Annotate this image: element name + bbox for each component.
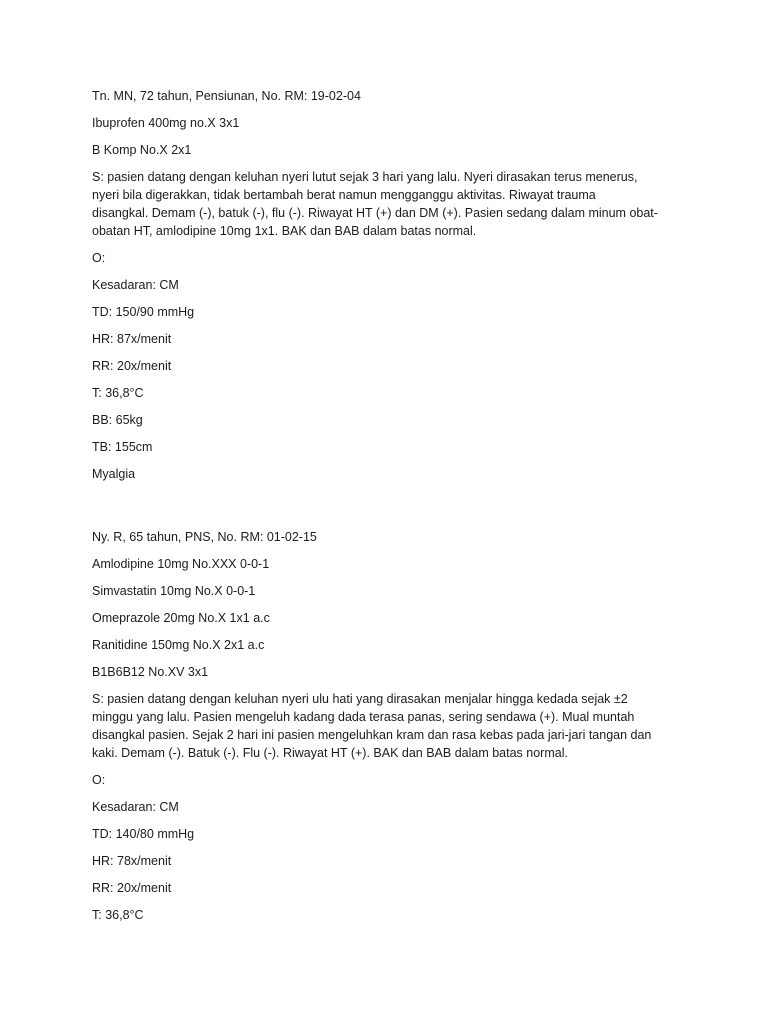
medication-item: Omeprazole 20mg No.X 1x1 a.c <box>92 611 270 625</box>
vital-respiratory-rate: RR: 20x/menit <box>92 359 172 373</box>
subjective-paragraph <box>92 690 677 762</box>
vital-consciousness: Kesadaran: CM <box>92 278 179 292</box>
patient-header: Ny. R, 65 tahun, PNS, No. RM: 01-02-15 <box>92 530 317 544</box>
subjective-line: disangkal. Demam (-), batuk (-), flu (-). Riwayat HT (+) dan DM (+). Pasien sedang dalam minum obat- <box>92 206 658 220</box>
vital-heart-rate: HR: 87x/menit <box>92 332 172 346</box>
subjective-line: S: pasien datang dengan keluhan nyeri ulu hati yang dirasakan menjalar hingga kedada sejak ±2 <box>92 692 628 706</box>
subjective-line: S: pasien datang dengan keluhan nyeri lutut sejak 3 hari yang lalu. Nyeri dirasakan terus menerus, <box>92 170 638 184</box>
medication-item: B Komp No.X 2x1 <box>92 143 192 157</box>
subjective-line: obatan HT, amlodipine 10mg 1x1. BAK dan BAB dalam batas normal. <box>92 224 477 238</box>
vital-blood-pressure: TD: 150/90 mmHg <box>92 305 195 319</box>
vital-respiratory-rate: RR: 20x/menit <box>92 881 172 895</box>
subjective-paragraph <box>92 168 677 240</box>
subjective-line: minggu yang lalu. Pasien mengeluh kadang dada terasa panas, sering sendawa (+). Mual muntah <box>92 710 635 724</box>
vital-body-height: TB: 155cm <box>92 440 153 454</box>
medication-item: Ranitidine 150mg No.X 2x1 a.c <box>92 638 265 652</box>
document-page <box>92 87 677 933</box>
vital-body-weight: BB: 65kg <box>92 413 143 427</box>
vital-blood-pressure: TD: 140/80 mmHg <box>92 827 195 841</box>
vital-consciousness: Kesadaran: CM <box>92 800 179 814</box>
patient-record-2 <box>92 528 677 924</box>
patient-header: Tn. MN, 72 tahun, Pensiunan, No. RM: 19-02-04 <box>92 89 361 103</box>
objective-label: O: <box>92 773 106 787</box>
objective-label: O: <box>92 251 106 265</box>
section-spacer <box>92 492 677 528</box>
medication-item: Simvastatin 10mg No.X 0-0-1 <box>92 584 256 598</box>
vital-temperature: T: 36,8°C <box>92 908 144 922</box>
medication-item: Amlodipine 10mg No.XXX 0-0-1 <box>92 557 270 571</box>
subjective-line: nyeri bila digerakkan, tidak bertambah berat namun mengganggu aktivitas. Riwayat trauma <box>92 188 596 202</box>
subjective-line: kaki. Demam (-). Batuk (-). Flu (-). Riwayat HT (+). BAK dan BAB dalam batas normal. <box>92 746 568 760</box>
subjective-line: disangkal pasien. Sejak 2 hari ini pasien mengeluhkan kram dan rasa kebas pada jari-jari tangan dan <box>92 728 652 742</box>
medication-item: Ibuprofen 400mg no.X 3x1 <box>92 116 240 130</box>
vital-temperature: T: 36,8°C <box>92 386 144 400</box>
medication-item: B1B6B12 No.XV 3x1 <box>92 665 209 679</box>
diagnosis: Myalgia <box>92 467 136 481</box>
patient-record-1 <box>92 87 677 483</box>
vital-heart-rate: HR: 78x/menit <box>92 854 172 868</box>
